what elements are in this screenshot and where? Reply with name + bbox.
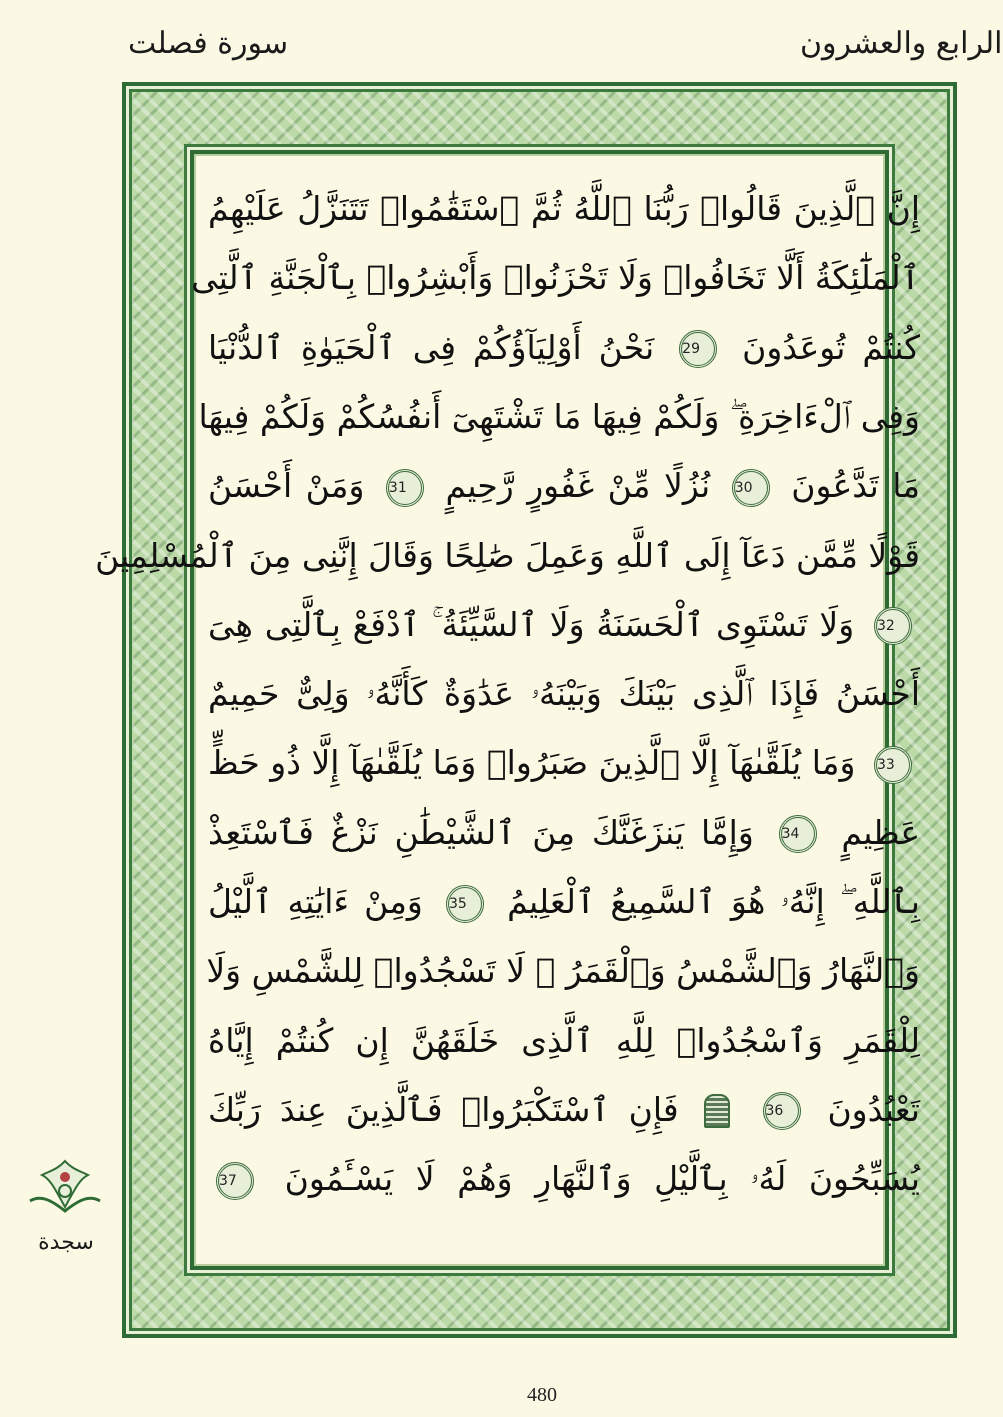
verse-line xyxy=(208,315,920,381)
ayah-number-marker: 32 xyxy=(874,607,912,645)
verse-line xyxy=(208,661,920,727)
verse-line xyxy=(208,938,920,1004)
verse-segment: نُزُلًا مِّنْ غَفُورٍ رَّحِيمٍ xyxy=(445,466,711,506)
verse-line xyxy=(198,384,920,450)
verse-segment: كُنتُمْ تُوعَدُونَ xyxy=(742,327,920,367)
verse-segment: وَإِمَّا يَنزَغَنَّكَ مِنَ ٱلشَّيْطَٰنِ نَزْغٌ فَٱسْتَعِذْ xyxy=(208,812,754,852)
verse-line xyxy=(208,453,920,519)
verse-segment: لِلْقَمَرِ وَٱسْجُدُوا۟ لِلَّهِ ٱلَّذِى خَلَقَهُنَّ إِن كُنتُمْ إِيَّاهُ xyxy=(208,1020,920,1060)
verse-segment: ٱلْمَلَٰٓئِكَةُ أَلَّا تَخَافُوا۟ وَلَا تَحْزَنُوا۟ وَأَبْشِرُوا۟ بِٱلْجَنَّةِ ٱلَّتِى xyxy=(191,258,920,298)
verse-line xyxy=(208,1077,920,1143)
ayah-number-marker: 37 xyxy=(216,1162,254,1200)
verse-segment: قَوْلًا مِّمَّن دَعَآ إِلَى ٱللَّهِ وَعَمِلَ صَٰلِحًا وَقَالَ إِنَّنِى مِنَ ٱلْمُسْلِمِينَ xyxy=(95,535,920,575)
surah-title: سورة فصلت xyxy=(128,26,289,61)
juz-title: الرابع والعشرون xyxy=(800,26,1003,61)
verse-segment: تَعْبُدُونَ xyxy=(827,1089,920,1129)
ayah-number-marker: 33 xyxy=(874,746,912,784)
verse-segment: بِٱللَّهِ ۖ إِنَّهُۥ هُوَ ٱلسَّمِيعُ ٱلْعَلِيمُ xyxy=(507,882,920,921)
verse-segment: وَمَا يُلَقَّىٰهَآ إِلَّا ٱلَّذِينَ صَبَرُوا۟ وَمَا يُلَقَّىٰهَآ إِلَّا ذُو حَظٍّ xyxy=(208,743,856,783)
verse-line xyxy=(191,245,920,311)
verse-segment: نَحْنُ أَوْلِيَآؤُكُمْ فِى ٱلْحَيَوٰةِ ٱلدُّنْيَا xyxy=(208,327,655,367)
sajda-label: سجدة xyxy=(38,1230,94,1255)
verse-line xyxy=(95,523,920,589)
verse-segment: وَٱلنَّهَارُ وَٱلشَّمْسُ وَٱلْقَمَرُ ۚ لَا تَسْجُدُوا۟ لِلشَّمْسِ وَلَا xyxy=(206,951,920,991)
verse-segment: وَمِنْ ءَايَٰتِهِ ٱلَّيْلُ xyxy=(208,882,423,921)
verse-segment: فَإِنِ ٱسْتَكْبَرُوا۟ فَٱلَّذِينَ عِندَ رَبِّكَ xyxy=(208,1089,679,1129)
verse-segment: إِنَّ ٱلَّذِينَ قَالُوا۟ رَبُّنَا ٱللَّهُ ثُمَّ ٱسْتَقَٰمُوا۟ تَتَنَزَّلُ عَلَيْهِمُ xyxy=(208,189,920,228)
verse-segment: مَا تَدَّعُونَ xyxy=(791,466,921,506)
verse-segment: وَفِى ٱلْءَاخِرَةِ ۖ وَلَكُمْ فِيهَا مَا تَشْتَهِىٓ أَنفُسُكُمْ وَلَكُمْ فِيهَا xyxy=(198,396,920,436)
verse-line xyxy=(208,592,920,658)
verse-line xyxy=(208,1146,920,1212)
ayah-number-marker: 29 xyxy=(679,330,717,368)
ayah-number-marker: 34 xyxy=(779,815,817,853)
verse-segment: وَلَا تَسْتَوِى ٱلْحَسَنَةُ وَلَا ٱلسَّيِّئَةُ ۚ ٱدْفَعْ بِٱلَّتِى هِىَ xyxy=(208,604,855,644)
verse-segment: عَظِيمٍ xyxy=(841,812,921,852)
verse-line xyxy=(208,176,920,242)
verse-segment: وَمَنْ أَحْسَنُ xyxy=(208,466,365,506)
verse-line xyxy=(208,1008,920,1074)
verse-line xyxy=(208,869,920,935)
verse-segment: أَحْسَنُ فَإِذَا ٱلَّذِى بَيْنَكَ وَبَيْنَهُۥ عَدَٰوَةٌ كَأَنَّهُۥ وَلِىٌّ حَمِيمٌ xyxy=(208,674,920,714)
sajda-mark-icon xyxy=(704,1094,730,1128)
page-number: 480 xyxy=(527,1384,557,1406)
ayah-number-marker: 30 xyxy=(732,469,770,507)
verse-line xyxy=(208,800,920,866)
sajda-emblem-icon xyxy=(20,1155,110,1215)
verse-line xyxy=(208,730,920,796)
ayah-number-marker: 31 xyxy=(386,469,424,507)
verse-segment: يُسَبِّحُونَ لَهُۥ بِٱلَّيْلِ وَٱلنَّهَارِ وَهُمْ لَا يَسْـَٔمُونَ xyxy=(284,1159,920,1199)
ayah-number-marker: 36 xyxy=(763,1092,801,1130)
ayah-number-marker: 35 xyxy=(446,885,484,923)
